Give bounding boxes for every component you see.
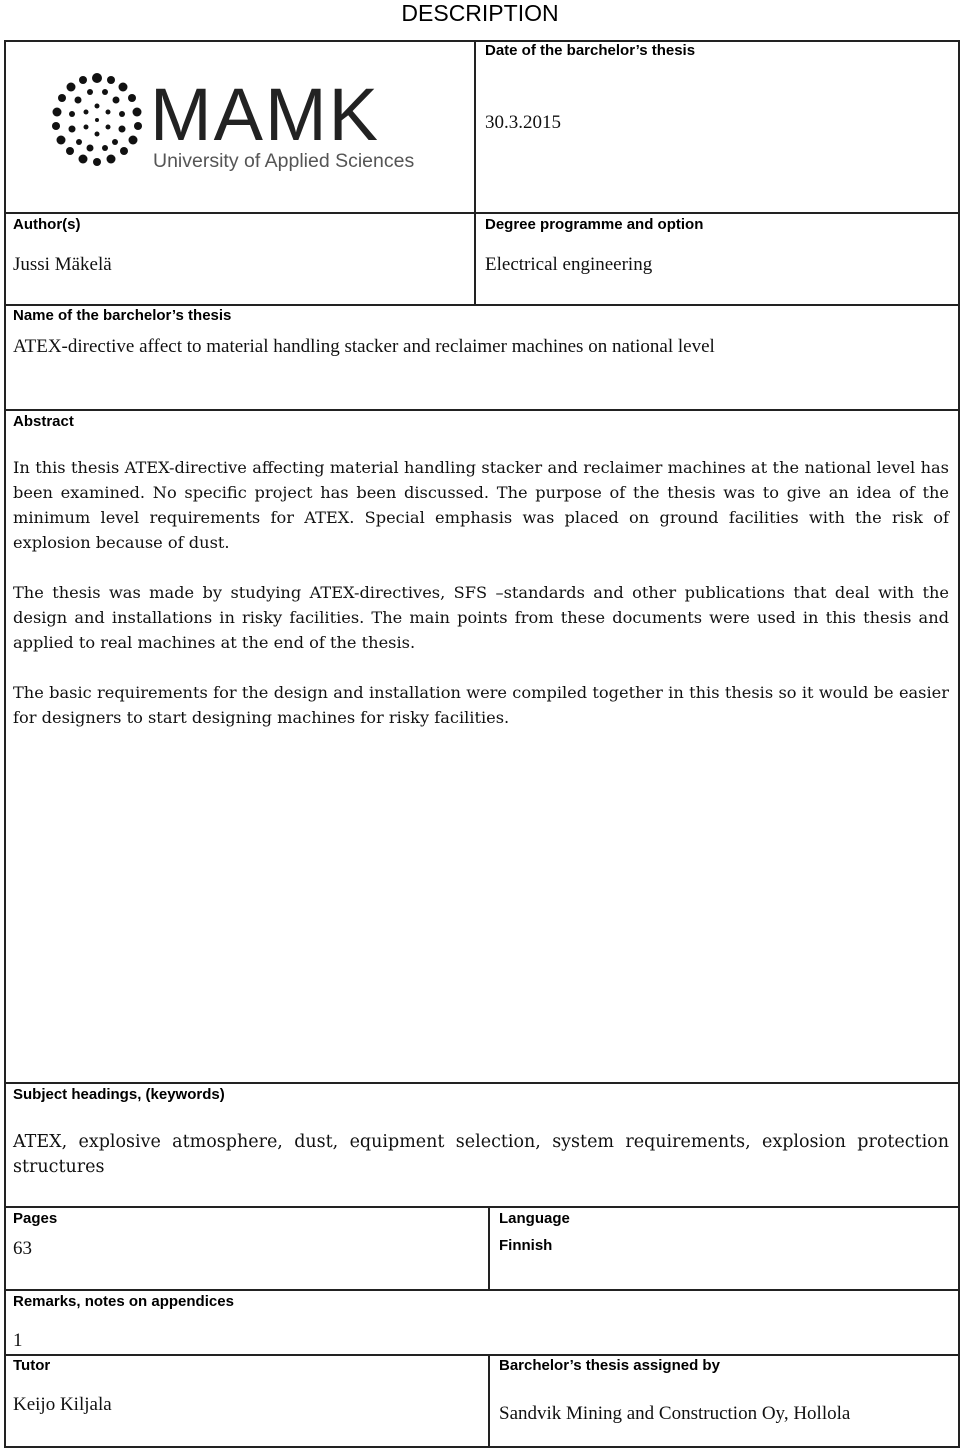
row-divider	[4, 1206, 960, 1208]
page-title: DESCRIPTION	[401, 0, 559, 26]
abstract-paragraph: The basic requirements for the design and installation were compiled together in this thesis so it would be easier for designers to start designing machines for risky facilities.	[13, 683, 949, 727]
degree-label: Degree programme and option	[485, 216, 704, 233]
tutor-label: Tutor	[13, 1357, 51, 1374]
date-value: 30.3.2015	[485, 112, 561, 133]
date-label: Date of the barchelor’s thesis	[485, 42, 696, 59]
abstract-paragraph: In this thesis ATEX-directive affecting material handling stacker and reclaimer machines at the national level has been examined. No specific project has been discussed. The purpose of the thesis was to give an idea of the minimum level requirements for ATEX. Special emphasis was placed on ground facilities with the risk of explosion because of dust.	[13, 458, 949, 552]
abstract-paragraph: The thesis was made by studying ATEX-directives, SFS –standards and other publications that deal with the design and installations in risky facilities. The main points from these documents were used in this thesis and applied to real machines at the end of the thesis.	[13, 583, 949, 652]
institution-logo	[50, 70, 430, 180]
logo-wordmark: MAMK	[150, 73, 380, 156]
pages-label: Pages	[13, 1210, 58, 1227]
remarks-label: Remarks, notes on appendices	[13, 1293, 234, 1310]
row-divider	[4, 409, 960, 411]
abstract-body	[13, 455, 949, 755]
dot-cluster-icon	[50, 72, 145, 167]
column-divider	[488, 1354, 490, 1448]
row-divider	[4, 1289, 960, 1291]
form-border-bottom	[4, 1446, 960, 1448]
abstract-label: Abstract	[13, 413, 74, 430]
row-divider	[4, 1082, 960, 1084]
language-value: Finnish	[499, 1237, 553, 1254]
assigned-by-value: Sandvik Mining and Construction Oy, Hollola	[499, 1403, 851, 1424]
thesis-name-label: Name of the barchelor’s thesis	[13, 307, 232, 324]
row-divider	[4, 212, 960, 214]
thesis-name-value: ATEX-directive affect to material handling stacker and reclaimer machines on national level	[13, 336, 715, 357]
column-divider	[474, 40, 476, 306]
keywords-label: Subject headings, (keywords)	[13, 1086, 225, 1103]
remarks-value: 1	[13, 1330, 23, 1351]
language-label: Language	[499, 1210, 570, 1227]
author-value: Jussi Mäkelä	[13, 254, 112, 275]
author-label: Author(s)	[13, 216, 81, 233]
pages-value: 63	[13, 1238, 32, 1259]
column-divider	[488, 1206, 490, 1291]
form-border-left	[4, 40, 6, 1448]
keywords-value: ATEX, explosive atmosphere, dust, equipment selection, system requirements, explosion protection structures	[13, 1132, 949, 1177]
row-divider	[4, 1354, 960, 1356]
logo-tagline: University of Applied Sciences	[153, 150, 415, 172]
form-border-top	[4, 40, 960, 42]
degree-value: Electrical engineering	[485, 254, 653, 275]
row-divider	[4, 304, 960, 306]
tutor-value: Keijo Kiljala	[13, 1394, 112, 1415]
assigned-by-label: Barchelor’s thesis assigned by	[499, 1357, 720, 1374]
